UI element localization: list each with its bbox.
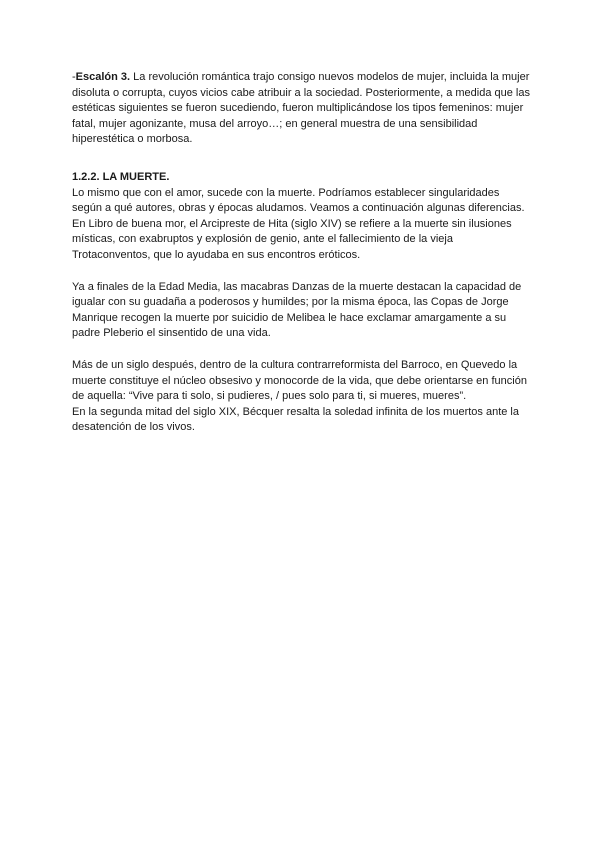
escalon-text: La revolución romántica trajo consigo nuevos modelos de mujer, incluida la mujer disoluta o corrupta, cuyos vicios cabe atribuir a la sociedad. Posteriormente, a medida que las estéticas siguientes se fueron sucediendo, fueron multiplicándose los tipos femeninos: mujer fatal, mujer agonizante, musa del arroyo…; en general muestra de una sensibilidad hiperestética o morbosa. [72, 71, 530, 146]
escalon-label: Escalón 3. [75, 71, 131, 83]
paragraph-intro: Lo mismo que con el amor, sucede con la muerte. Podríamos establecer singularidades según a qué autores, obras y épocas aludamos. Veamos a continuación algunas diferencias. [72, 186, 525, 215]
escalon-paragraph [72, 70, 532, 148]
escalon-prefix: - [72, 71, 76, 83]
section-heading: 1.2.2. LA MUERTE. [72, 170, 170, 183]
document-body [72, 70, 532, 436]
spacer [72, 264, 532, 280]
paragraph-edad-media: Ya a finales de la Edad Media, las macabras Danzas de la muerte destacan la capacidad de igualar con su guadaña a poderosos y humildes; por la misma época, las Copas de Jorge Manrique recogen la muerte por suicidio de Melibea le hace exclamar amargamente a su padre Pleberio el sinsentido de una vida. [72, 280, 522, 340]
paragraph-arcipreste: En Libro de buena mor, el Arcipreste de Hita (siglo XIV) se refiere a la muerte sin ilusiones místicas, con exabruptos y explosión de genio, ante el fallecimiento de la vieja Trotaconventos, que lo ayudaba en sus encontros eróticos. [72, 217, 512, 261]
paragraph-barroco: Más de un siglo después, dentro de la cultura contrarreformista del Barroco, en Quevedo la muerte constituye el núcleo obsesivo y monocorde de la vida, que debe orientarse en función de aquella: “Vive para ti solo, si pudieres, / pues solo para ti, si mueres, mueres”. [72, 358, 527, 403]
spacer [72, 342, 532, 358]
paragraph-becquer: En la segunda mitad del siglo XIX, Bécquer resalta la soledad infinita de los muertos ante la desatención de los vivos. [72, 405, 519, 434]
spacer [72, 148, 532, 170]
